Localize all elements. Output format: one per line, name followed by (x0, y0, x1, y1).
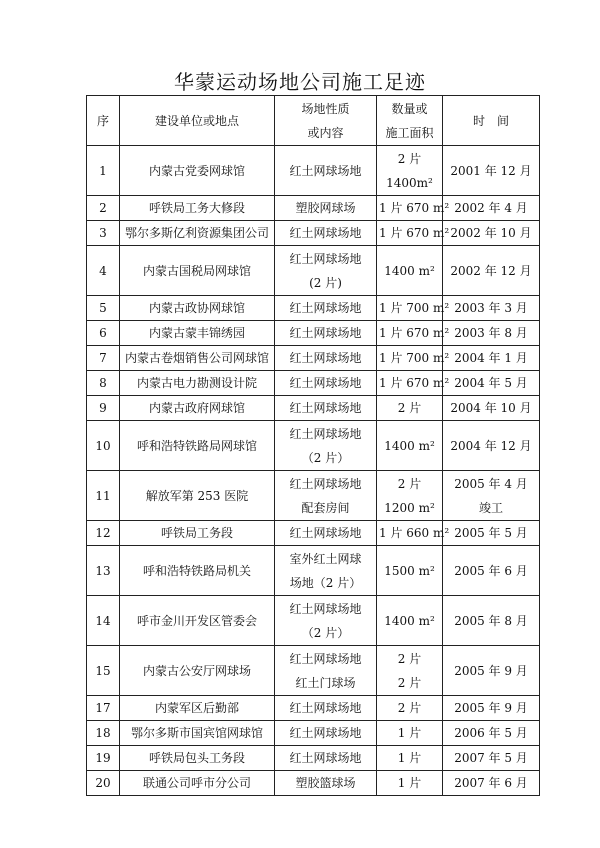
cell-unit (120, 371, 275, 396)
table-row (87, 646, 540, 696)
cell-no (87, 221, 120, 246)
cell-nature (275, 596, 377, 646)
header-no: 序 (87, 96, 120, 146)
cell-unit (120, 346, 275, 371)
cell-nature (275, 196, 377, 221)
cell-nature-text: 配套房间 (301, 500, 350, 515)
cell-unit-text: 呼和浩特铁路局网球馆 (136, 438, 257, 453)
cell-time-text: 2007 年 6 月 (454, 776, 528, 790)
cell-time (443, 396, 540, 421)
table-row (87, 396, 540, 421)
cell-no-text: 2 (99, 201, 107, 215)
cell-quantity (377, 396, 443, 421)
table-row (87, 596, 540, 646)
cell-time-text: 2003 年 8 月 (454, 326, 528, 340)
cell-nature-text: (2 片) (309, 275, 342, 290)
cell-nature-text: 红土网球场地 (289, 351, 362, 365)
cell-no (87, 146, 120, 196)
cell-quantity-text: 2 片 (397, 651, 422, 666)
cell-nature-text: 红土网球场地 (289, 376, 362, 390)
cell-quantity (377, 521, 450, 546)
table-row (87, 521, 540, 546)
cell-unit-text: 呼和浩特铁路局机关 (142, 563, 251, 578)
cell-nature-text: 红土网球场地 (289, 426, 362, 441)
table-row (87, 346, 540, 371)
cell-nature-text: 红土网球场地 (289, 526, 362, 540)
cell-unit-text: 内蒙古电力勘测设计院 (136, 376, 257, 390)
cell-no-text: 6 (99, 326, 107, 340)
cell-no (87, 396, 120, 421)
cell-no (87, 421, 120, 471)
cell-time-text: 2001 年 12 月 (450, 163, 532, 178)
cell-no (87, 546, 120, 596)
cell-nature-text: （2 片） (301, 625, 350, 640)
cell-quantity (377, 321, 450, 346)
cell-no-text: 3 (99, 226, 107, 240)
header-time: 时 间 (443, 96, 540, 146)
cell-quantity-text: 1 片 670 m² (379, 376, 450, 390)
cell-time-text: 2005 年 6 月 (454, 563, 528, 578)
cell-unit (120, 721, 275, 746)
cell-time (443, 371, 540, 396)
table-row (87, 771, 540, 796)
cell-unit-text: 呼铁局工务段 (160, 526, 233, 540)
cell-quantity (377, 146, 443, 196)
cell-nature (275, 421, 377, 471)
cell-no (87, 296, 120, 321)
cell-nature-text: 塑胶篮球场 (295, 776, 356, 790)
cell-unit (120, 321, 275, 346)
cell-quantity-text: 1 片 670 m² (379, 226, 450, 240)
cell-no-text: 7 (99, 351, 107, 365)
cell-nature-text: 红土网球场地 (289, 301, 362, 315)
table-row (87, 746, 540, 771)
cell-quantity (377, 296, 450, 321)
cell-no-text: 10 (95, 438, 111, 453)
cell-time (443, 646, 540, 696)
cell-time (443, 196, 540, 221)
cell-nature-text: 塑胶网球场 (295, 201, 356, 215)
cell-no-text: 9 (99, 401, 107, 415)
table-row (87, 721, 540, 746)
cell-time-text: 2002 年 4 月 (454, 201, 528, 215)
cell-no-text: 8 (99, 376, 107, 390)
cell-unit (120, 221, 275, 246)
cell-nature-text: （2 片） (301, 450, 350, 465)
cell-quantity (377, 746, 443, 771)
cell-time (443, 221, 540, 246)
cell-nature (275, 221, 377, 246)
cell-unit (120, 771, 275, 796)
cell-unit (120, 246, 275, 296)
cell-quantity (377, 771, 443, 796)
cell-time (443, 696, 540, 721)
cell-time (443, 546, 540, 596)
cell-quantity (377, 546, 443, 596)
cell-no-text: 4 (99, 263, 107, 278)
cell-nature-text: 红土网球场地 (289, 326, 362, 340)
cell-nature (275, 546, 377, 596)
cell-nature-text: 红土网球场地 (289, 251, 362, 266)
cell-quantity-text: 1400 m² (384, 438, 435, 453)
cell-nature (275, 746, 377, 771)
cell-no (87, 346, 120, 371)
cell-quantity-text: 1400 m² (384, 263, 435, 278)
table-body (87, 146, 540, 796)
cell-unit (120, 471, 275, 521)
cell-nature (275, 521, 377, 546)
cell-unit-text: 内蒙古卷烟销售公司网球馆 (124, 351, 269, 365)
cell-nature (275, 246, 377, 296)
header-quantity: 数量或 施工面积 (377, 96, 443, 146)
cell-time-text: 2004 年 10 月 (450, 401, 532, 415)
cell-time-text: 2007 年 5 月 (454, 751, 528, 765)
cell-no (87, 471, 120, 521)
cell-unit-text: 内蒙军区后勤部 (154, 701, 239, 715)
cell-time-text: 2004 年 12 月 (450, 438, 532, 453)
cell-quantity (377, 696, 443, 721)
cell-no (87, 196, 120, 221)
cell-no (87, 646, 120, 696)
cell-time-text: 2005 年 5 月 (454, 526, 528, 540)
cell-unit-text: 内蒙古蒙丰锦绣园 (148, 326, 245, 340)
cell-unit (120, 521, 275, 546)
cell-no (87, 696, 120, 721)
cell-unit-text: 内蒙古政府网球馆 (148, 401, 245, 415)
header-nature: 场地性质 或内容 (275, 96, 377, 146)
cell-nature (275, 296, 377, 321)
cell-unit-text: 鄂尔多斯市国宾馆网球馆 (130, 726, 263, 740)
cell-nature-text: 室外红土网球 (289, 551, 362, 566)
cell-quantity-text: 2 片 (397, 476, 422, 491)
table-row (87, 321, 540, 346)
cell-quantity-text: 1 片 (397, 776, 422, 790)
cell-time-text: 竣工 (478, 500, 503, 515)
cell-time-text: 2003 年 3 月 (454, 301, 528, 315)
cell-unit (120, 546, 275, 596)
cell-quantity-text: 1 片 670 m² (379, 326, 450, 340)
cell-time-text: 2005 年 9 月 (454, 701, 528, 715)
cell-unit-text: 鄂尔多斯亿利资源集团公司 (124, 226, 269, 240)
cell-unit-text: 内蒙古国税局网球馆 (142, 263, 251, 278)
table-row (87, 146, 540, 196)
table-row (87, 196, 540, 221)
cell-no-text: 17 (95, 701, 111, 715)
cell-nature (275, 721, 377, 746)
cell-no (87, 771, 120, 796)
cell-unit-text: 内蒙古党委网球馆 (148, 163, 245, 178)
cell-time (443, 471, 540, 521)
cell-nature-text: 场地（2 片） (289, 575, 362, 590)
cell-quantity-text: 1400 m² (384, 613, 435, 628)
cell-no (87, 321, 120, 346)
cell-no-text: 13 (95, 563, 111, 578)
cell-quantity (377, 721, 443, 746)
table-row (87, 221, 540, 246)
cell-unit-text: 呼铁局包头工务段 (148, 751, 245, 765)
construction-record-table (86, 95, 540, 796)
cell-unit (120, 296, 275, 321)
cell-nature (275, 346, 377, 371)
cell-nature-text: 红土网球场地 (289, 401, 362, 415)
cell-time (443, 146, 540, 196)
cell-nature-text: 红土网球场地 (289, 601, 362, 616)
cell-quantity (377, 221, 450, 246)
cell-nature (275, 471, 377, 521)
cell-quantity (377, 371, 450, 396)
cell-quantity-text: 2 片 (397, 401, 422, 415)
cell-time-text: 2002 年 12 月 (450, 263, 532, 278)
cell-nature (275, 371, 377, 396)
cell-nature-text: 红土门球场 (295, 675, 356, 690)
cell-unit-text: 内蒙古政协网球馆 (148, 301, 245, 315)
cell-unit-text: 呼铁局工务大修段 (148, 201, 245, 215)
cell-time (443, 296, 540, 321)
cell-nature (275, 646, 377, 696)
cell-nature (275, 771, 377, 796)
cell-unit (120, 646, 275, 696)
cell-no (87, 521, 120, 546)
cell-unit-text: 解放军第 253 医院 (145, 488, 249, 503)
cell-quantity-text: 1 片 700 m² (379, 351, 450, 365)
cell-quantity-text: 2 片 (397, 675, 422, 690)
cell-unit (120, 146, 275, 196)
header-unit: 建设单位或地点 (120, 96, 275, 146)
cell-time-text: 2005 年 8 月 (454, 613, 528, 628)
cell-quantity-text: 2 片 (397, 701, 422, 715)
cell-quantity-text: 1 片 670 m² (379, 201, 450, 215)
cell-no (87, 746, 120, 771)
cell-time-text: 2005 年 4 月 (454, 476, 528, 491)
cell-time (443, 346, 540, 371)
cell-nature-text: 红土网球场地 (289, 226, 362, 240)
table-row (87, 371, 540, 396)
cell-quantity (377, 646, 443, 696)
cell-time (443, 771, 540, 796)
cell-no (87, 596, 120, 646)
cell-unit (120, 196, 275, 221)
cell-quantity-text: 1200 m² (384, 500, 435, 515)
table-row (87, 421, 540, 471)
cell-no-text: 5 (99, 301, 107, 315)
cell-time (443, 421, 540, 471)
table-row (87, 296, 540, 321)
cell-quantity (377, 346, 450, 371)
cell-unit-text: 内蒙古公安厅网球场 (142, 663, 251, 678)
cell-unit-text: 联通公司呼市分公司 (142, 776, 251, 790)
table-row (87, 696, 540, 721)
cell-quantity-text: 1 片 (397, 751, 422, 765)
cell-nature (275, 396, 377, 421)
cell-no-text: 20 (95, 776, 111, 790)
cell-unit (120, 696, 275, 721)
cell-unit (120, 746, 275, 771)
cell-quantity (377, 196, 450, 221)
cell-unit (120, 421, 275, 471)
cell-no (87, 371, 120, 396)
cell-no-text: 14 (95, 613, 111, 628)
cell-nature (275, 696, 377, 721)
cell-unit-text: 呼市金川开发区管委会 (136, 613, 257, 628)
cell-time-text: 2005 年 9 月 (454, 663, 528, 678)
cell-no-text: 12 (95, 526, 111, 540)
cell-time (443, 246, 540, 296)
cell-nature (275, 321, 377, 346)
cell-unit (120, 596, 275, 646)
cell-quantity (377, 596, 443, 646)
cell-no-text: 1 (99, 163, 107, 178)
cell-nature-text: 红土网球场地 (289, 751, 362, 765)
cell-quantity (377, 471, 443, 521)
cell-nature-text: 红土网球场地 (289, 701, 362, 715)
cell-time (443, 321, 540, 346)
table-row (87, 546, 540, 596)
cell-nature-text: 红土网球场地 (289, 163, 362, 178)
cell-quantity (377, 421, 443, 471)
cell-no-text: 11 (95, 488, 111, 503)
cell-quantity-text: 2 片 (397, 151, 422, 166)
table-row (87, 471, 540, 521)
table-row (87, 246, 540, 296)
cell-time-text: 2004 年 5 月 (454, 376, 528, 390)
cell-time-text: 2004 年 1 月 (454, 351, 528, 365)
cell-quantity-text: 1500 m² (384, 563, 435, 578)
cell-quantity-text: 1 片 700 m² (379, 301, 450, 315)
cell-nature-text: 红土网球场地 (289, 651, 362, 666)
page-title: 华蒙运动场地公司施工足迹 (174, 70, 426, 94)
cell-quantity-text: 1400m² (386, 175, 433, 190)
cell-quantity-text: 1 片 660 m² (379, 526, 450, 540)
cell-time-text: 2006 年 5 月 (454, 726, 528, 740)
cell-no-text: 15 (95, 663, 111, 678)
cell-time-text: 2002 年 10 月 (450, 226, 532, 240)
cell-time (443, 746, 540, 771)
cell-no (87, 246, 120, 296)
cell-time (443, 521, 540, 546)
cell-no-text: 18 (95, 726, 111, 740)
cell-quantity (377, 246, 443, 296)
cell-time (443, 721, 540, 746)
cell-time (443, 596, 540, 646)
cell-nature-text: 红土网球场地 (289, 726, 362, 740)
cell-unit (120, 396, 275, 421)
cell-quantity-text: 1 片 (397, 726, 422, 740)
cell-nature (275, 146, 377, 196)
cell-no-text: 19 (95, 751, 111, 765)
table-header-row (87, 96, 540, 146)
cell-no (87, 721, 120, 746)
cell-nature-text: 红土网球场地 (289, 476, 362, 491)
